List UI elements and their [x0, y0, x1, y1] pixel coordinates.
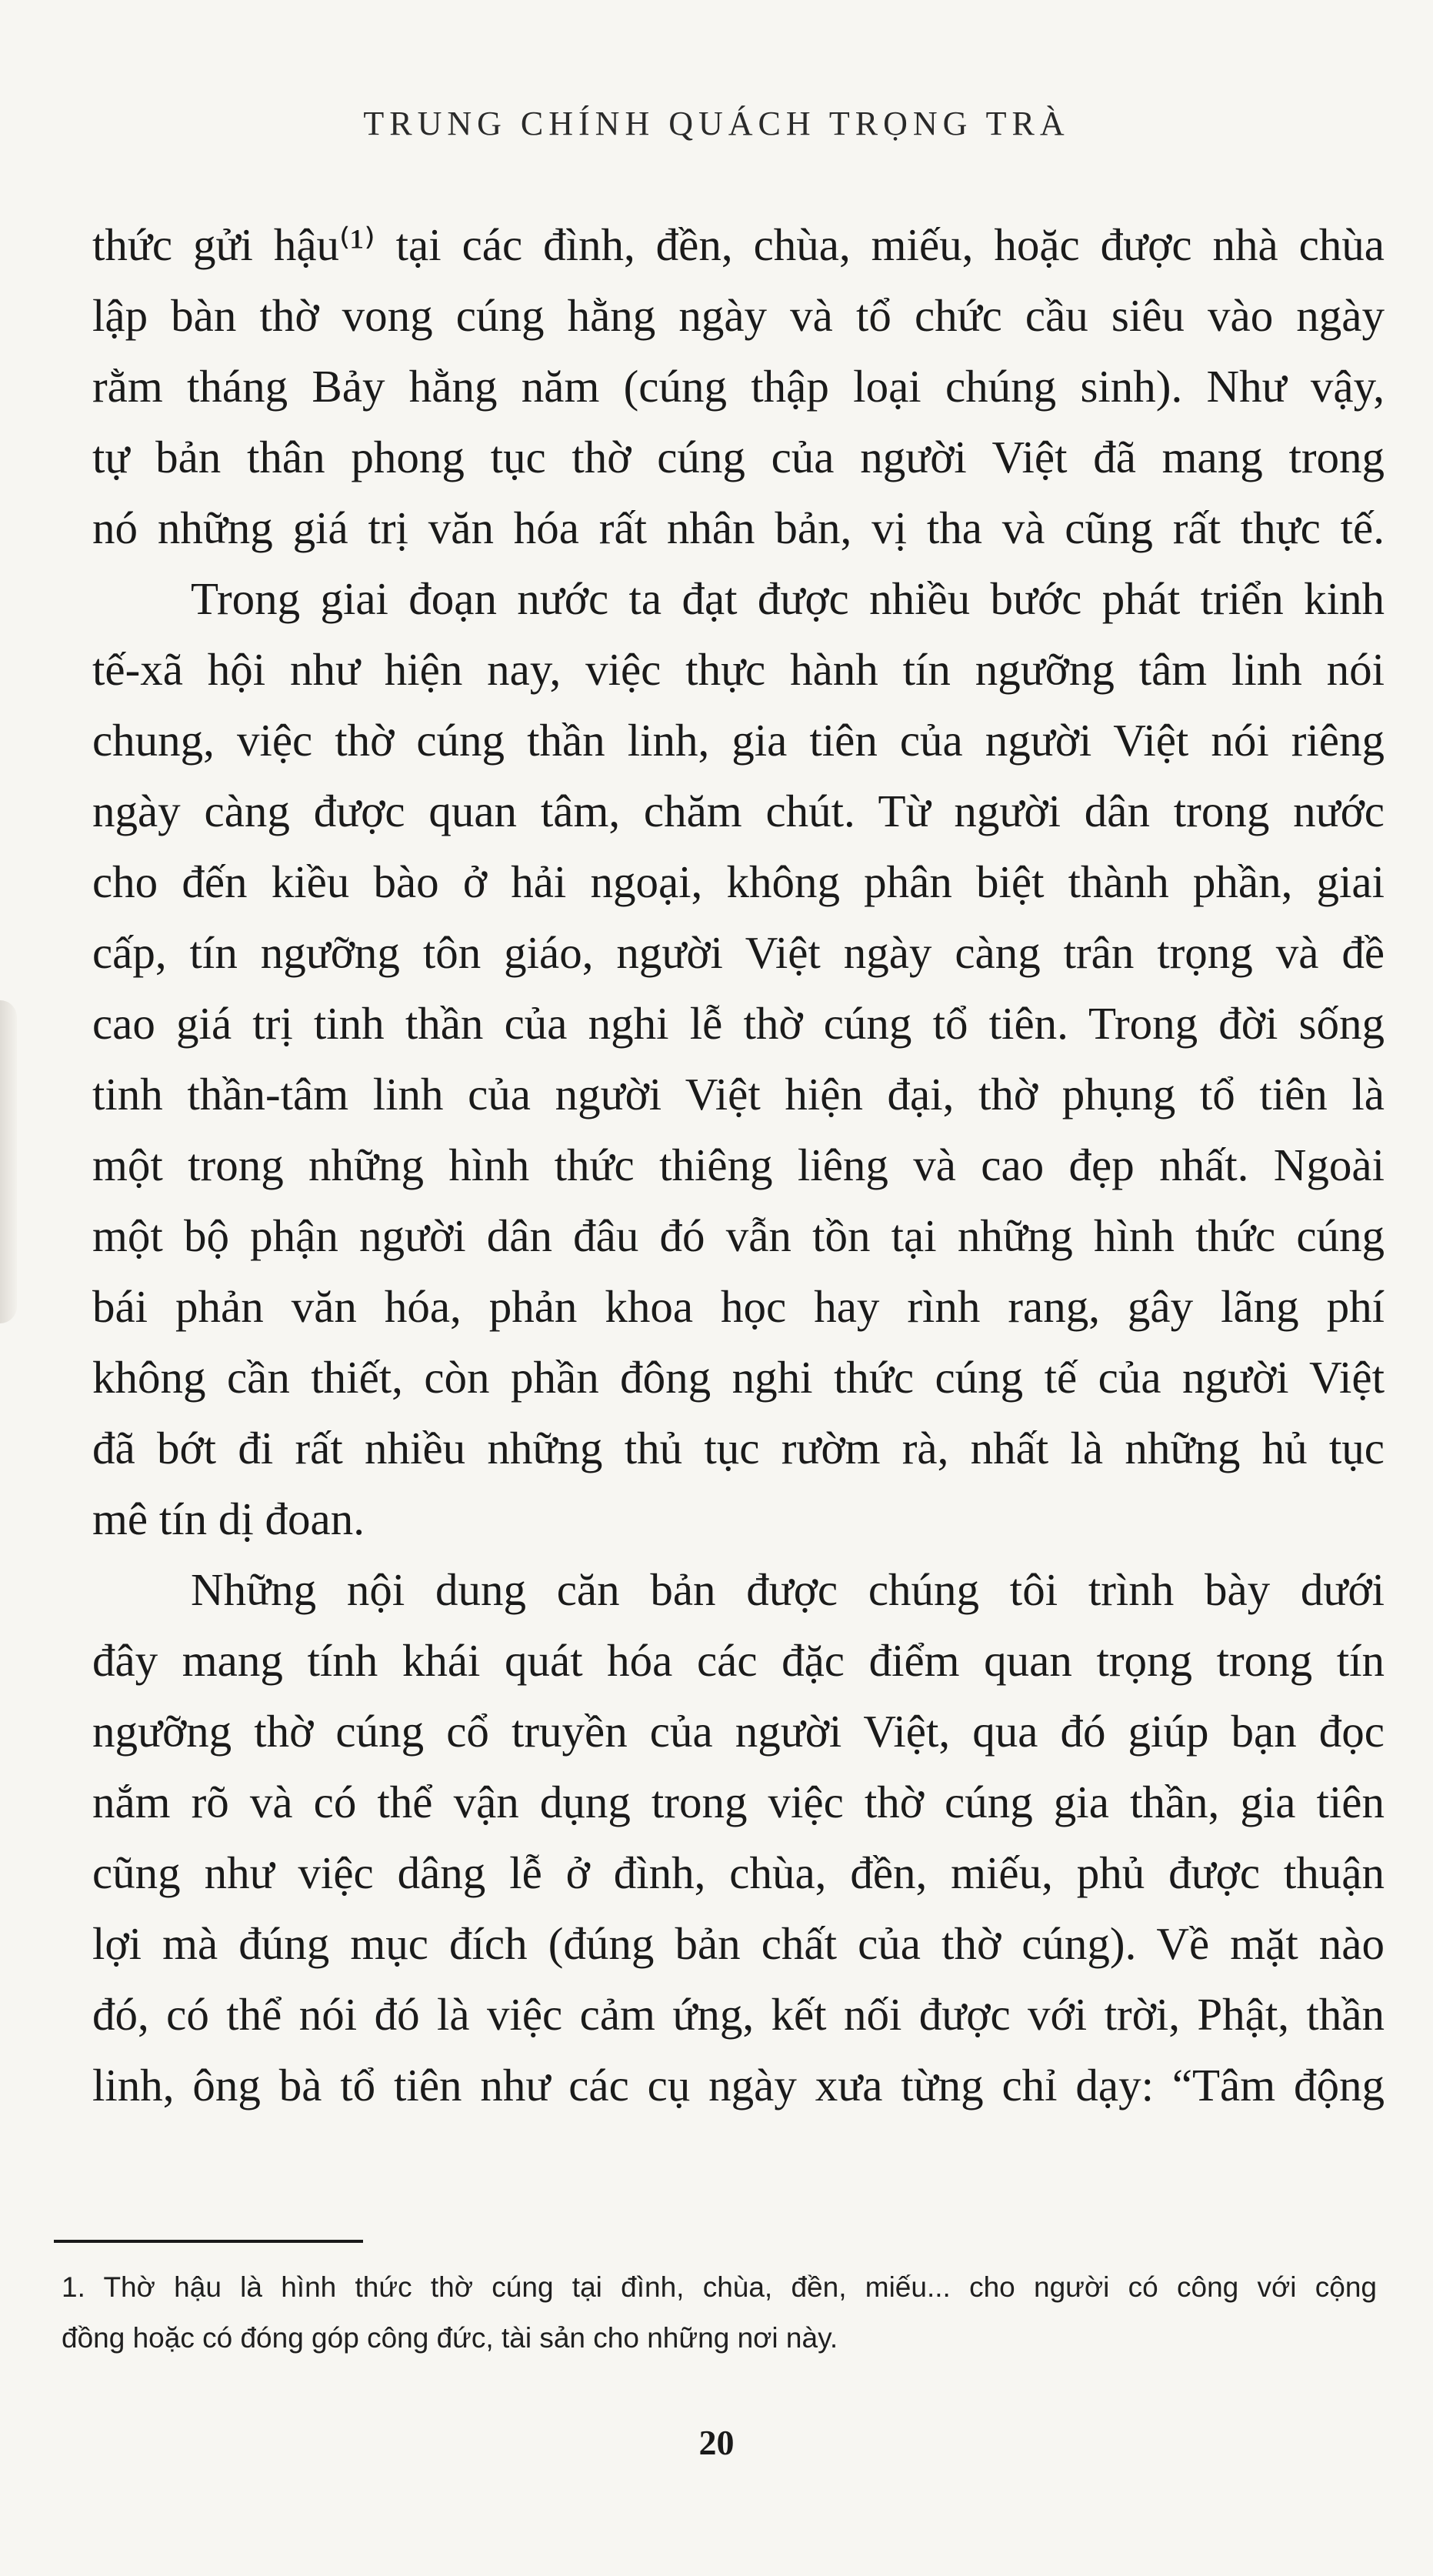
text-line: đây mang tính khái quát hóa các đặc điểm quan trọng trong tín [92, 1635, 1385, 1686]
text-line: đó, có thể nói đó là việc cảm ứng, kết nối được với trời, Phật, thần [92, 1989, 1385, 2040]
text-line: rằm tháng Bảy hằng năm (cúng thập loại chúng sinh). Như vậy, [92, 361, 1385, 412]
footnote-divider [54, 2240, 363, 2243]
text-line: một bộ phận người dân đâu đó vẫn tồn tại những hình thức cúng [92, 1210, 1385, 1261]
text-line: lập bàn thờ vong cúng hằng ngày và tổ chức cầu siêu vào ngày [92, 290, 1385, 341]
text-line: cũng như việc dâng lễ ở đình, chùa, đền, miếu, phủ được thuận [92, 1847, 1385, 1898]
body-text [92, 209, 1385, 2121]
text-line: linh, ông bà tổ tiên như các cụ ngày xưa từng chỉ dạy: “Tâm động [92, 2060, 1385, 2111]
paragraph-3 [92, 1554, 1385, 2121]
text-line: tế-xã hội như hiện nay, việc thực hành tín ngưỡng tâm linh nói [92, 644, 1385, 695]
text-line: đã bớt đi rất nhiều những thủ tục rườm rà, nhất là những hủ tục [92, 1423, 1385, 1473]
text-line: cao giá trị tinh thần của nghi lễ thờ cúng tổ tiên. Trong đời sống [92, 998, 1385, 1049]
text-line: bái phản văn hóa, phản khoa học hay rình rang, gây lãng phí [92, 1281, 1385, 1332]
footnote-line: 1. Thờ hậu là hình thức thờ cúng tại đình, chùa, đền, miếu... cho người có công với cộng [62, 2271, 1377, 2303]
text-line: một trong những hình thức thiêng liêng và cao đẹp nhất. Ngoài [92, 1140, 1385, 1190]
footnote-line: đồng hoặc có đóng góp công đức, tài sản cho những nơi này. [62, 2322, 838, 2354]
text-line: cho đến kiều bào ở hải ngoại, không phân biệt thành phần, giai [92, 856, 1385, 907]
running-header: TRUNG CHÍNH QUÁCH TRỌNG TRÀ [363, 105, 1070, 142]
text-line: tinh thần-tâm linh của người Việt hiện đại, thờ phụng tổ tiên là [92, 1069, 1385, 1119]
text-line: Trong giai đoạn nước ta đạt được nhiều bước phát triển kinh [191, 573, 1385, 624]
text-line: nó những giá trị văn hóa rất nhân bản, vị tha và cũng rất thực tế. [92, 502, 1385, 553]
paragraph-2 [92, 563, 1385, 1554]
page-edge-shadow [0, 1000, 17, 1323]
footnote [62, 2262, 1377, 2364]
text-line: chung, việc thờ cúng thần linh, gia tiên của người Việt nói riêng [92, 715, 1385, 766]
text-line: không cần thiết, còn phần đông nghi thức cúng tế của người Việt [92, 1352, 1385, 1403]
text-line: cấp, tín ngưỡng tôn giáo, người Việt ngày càng trân trọng và đề [92, 927, 1385, 978]
text-line: ngưỡng thờ cúng cổ truyền của người Việt, qua đó giúp bạn đọc [92, 1706, 1385, 1757]
page-number: 20 [698, 2423, 735, 2462]
text-line: tự bản thân phong tục thờ cúng của người Việt đã mang trong [92, 432, 1385, 482]
paragraph-1 [92, 209, 1385, 563]
text-line: lợi mà đúng mục đích (đúng bản chất của thờ cúng). Về mặt nào [92, 1918, 1385, 1969]
text-line: nắm rõ và có thể vận dụng trong việc thờ cúng gia thần, gia tiên [92, 1777, 1385, 1827]
text-line: thức gửi hậu⁽¹⁾ tại các đình, đền, chùa, miếu, hoặc được nhà chùa [92, 219, 1385, 270]
text-line: ngày càng được quan tâm, chăm chút. Từ người dân trong nước [92, 786, 1385, 836]
text-line: Những nội dung căn bản được chúng tôi trình bày dưới [191, 1564, 1385, 1615]
text-line: mê tín dị đoan. [92, 1493, 365, 1544]
